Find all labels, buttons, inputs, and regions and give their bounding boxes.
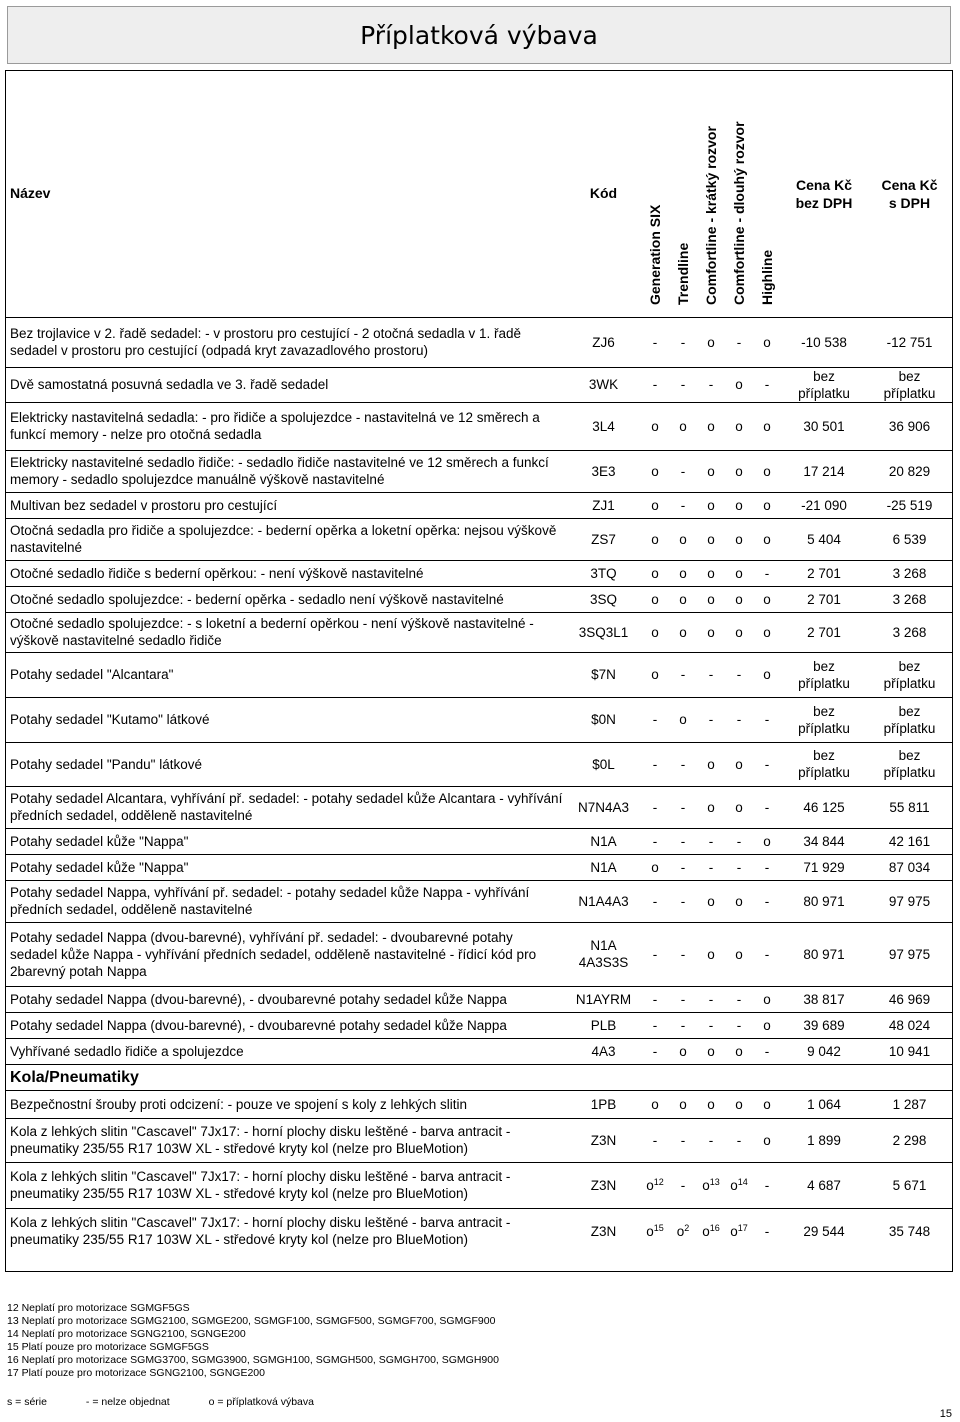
price-net: -21 090 (801, 497, 847, 513)
availability-mark: o (679, 624, 687, 640)
footnote-ref: 13 (709, 1176, 720, 1187)
table-row (6, 828, 952, 854)
option-name: Potahy sedadel Alcantara, vyhřívání př. sedadel: - potahy sedadel kůže Alcantara - vyhřívání předních sedadel, odděleně nastavitelné (10, 791, 563, 823)
availability-mark: - (680, 946, 686, 962)
footnote-ref: 17 (737, 1222, 748, 1233)
option-name: Potahy sedadel "Alcantara" (10, 667, 174, 682)
availability-mark: o (707, 946, 715, 962)
availability-mark: o (763, 334, 771, 350)
availability-mark: - (764, 712, 770, 727)
table-row (6, 697, 952, 742)
availability-mark: o (707, 591, 715, 607)
table-row (6, 402, 952, 450)
availability-mark: - (652, 334, 658, 350)
availability-mark: o (679, 1043, 687, 1059)
option-code: ZS7 (591, 531, 616, 547)
price-net: 80 971 (803, 893, 845, 909)
availability-mark: - (736, 1017, 742, 1033)
option-name: Multivan bez sedadel v prostoru pro cestující (10, 497, 278, 513)
header-price-net: Cena Kč bez DPH (795, 176, 853, 211)
table-row (6, 786, 952, 828)
availability-mark: - (680, 377, 686, 392)
availability-mark: - (652, 893, 658, 909)
footnote: 14 Neplatí pro motorizace SGNG2100, SGNGE200 (7, 1328, 246, 1340)
price-gross: 36 906 (888, 418, 931, 434)
availability-mark: o (651, 463, 659, 479)
availability-mark: - (680, 497, 686, 513)
option-name: Potahy sedadel Nappa (dvou-barevné), - dvoubarevné potahy sedadel kůže Nappa (10, 991, 507, 1007)
price-gross: 97 975 (888, 893, 931, 909)
availability-mark: - (680, 799, 686, 815)
availability-mark: - (680, 463, 686, 479)
availability-mark: o (707, 531, 715, 547)
price-net: 9 042 (807, 1043, 841, 1059)
price-net: 34 844 (803, 833, 845, 849)
availability-mark: - (652, 799, 658, 815)
price-gross: 87 034 (888, 859, 931, 875)
option-code: 1PB (590, 1096, 617, 1112)
legend-standard: s = série (7, 1396, 47, 1408)
option-code: $0L (592, 756, 615, 772)
option-code: N1A 4A3S3S (578, 938, 629, 970)
availability-mark: o (735, 1096, 743, 1112)
price-gross: 20 829 (888, 463, 931, 479)
option-code: 4A3 (591, 1043, 616, 1059)
option-name: Kola z lehkých slitin "Cascavel" 7Jx17: - horní plochy disku leštěné - barva antracit - pneumatiky 235/55 R17 103W XL - středové kryty kol (nelze pro BlueMotion) (10, 1124, 511, 1156)
footnote: 16 Neplatí pro motorizace SGMG3700, SGMG3900, SGMGH100, SGMGH500, SGMGH700, SGMGH900 (7, 1354, 499, 1366)
price-net: bez příplatku (798, 658, 850, 691)
option-code: $7N (591, 667, 616, 682)
price-gross: 46 969 (888, 991, 931, 1007)
header-trim-comfortline-short: Comfortline - krátký rozvor (702, 125, 719, 305)
price-net: 17 214 (803, 463, 845, 479)
footnote-ref: 15 (653, 1222, 664, 1233)
option-name: Kola z lehkých slitin "Cascavel" 7Jx17: - horní plochy disku leštěné - barva antracit - pneumatiky 235/55 R17 103W XL - středové kryty kol (nelze pro BlueMotion) (10, 1215, 511, 1248)
price-gross: bez příplatku (883, 368, 936, 401)
option-code: 3WK (588, 377, 619, 392)
option-name: Otočné sedadlo spolujezdce: - s loketní a bederní opěrkou - není výškově nastavitelné - výškově nastavitelné sedadlo řidiče (10, 616, 534, 648)
availability-mark: o (707, 1043, 715, 1059)
price-gross: 42 161 (888, 833, 931, 849)
footnote-ref: 2 (684, 1222, 690, 1233)
table-row (6, 492, 952, 518)
option-name: Vyhřívané sedadlo řidiče a spolujezdce (10, 1043, 244, 1059)
availability-mark: o (763, 1132, 771, 1148)
table-row (6, 742, 952, 786)
availability-mark: o (651, 667, 659, 682)
availability-mark: o (707, 893, 715, 909)
availability-mark: - (652, 1017, 658, 1033)
availability-mark: o (707, 497, 715, 513)
legend-not-orderable: - = nelze objednat (85, 1396, 170, 1408)
availability-mark: o (707, 463, 715, 479)
availability-mark: o (735, 624, 743, 640)
option-name: Potahy sedadel Nappa, vyhřívání př. sedadel: - potahy sedadel kůže Nappa - vyhřívání předních sedadel, odděleně nastavitelné (10, 885, 530, 917)
price-net: 4 687 (807, 1177, 841, 1193)
availability-mark: - (708, 377, 714, 392)
equipment-table-frame (5, 70, 953, 1272)
price-net: 1 064 (807, 1096, 841, 1112)
availability-mark: - (652, 833, 658, 849)
availability-mark: - (736, 334, 742, 350)
availability-mark: o (702, 1177, 710, 1193)
option-code: N7N4A3 (577, 799, 630, 815)
availability-mark: - (680, 667, 686, 682)
option-code: Z3N (590, 1177, 617, 1193)
availability-mark: o (707, 756, 715, 772)
table-row (6, 1090, 952, 1118)
footnote-ref: 14 (737, 1176, 748, 1187)
price-gross: bez příplatku (883, 703, 936, 736)
availability-mark: - (680, 1177, 686, 1193)
availability-mark: - (680, 833, 686, 849)
availability-mark: - (764, 946, 770, 962)
availability-mark: - (652, 756, 658, 772)
option-name: Kola z lehkých slitin "Cascavel" 7Jx17: - horní plochy disku leštěné - barva antracit - pneumatiky 235/55 R17 103W XL - středové kryty kol (nelze pro BlueMotion) (10, 1169, 511, 1201)
legend-optional: o = příplatková výbava (208, 1396, 314, 1408)
table-row (6, 854, 952, 880)
availability-mark: o (763, 418, 771, 434)
price-gross: 5 671 (892, 1177, 927, 1193)
availability-mark: o (651, 531, 659, 547)
option-name: Potahy sedadel kůže "Nappa" (10, 859, 189, 875)
availability-mark: o (651, 418, 659, 434)
availability-mark: o (730, 1223, 738, 1239)
availability-mark: o (651, 624, 659, 640)
header-code: Kód (589, 185, 618, 202)
availability-mark: - (652, 712, 658, 727)
availability-mark: o (763, 1017, 771, 1033)
price-gross: -12 751 (886, 334, 933, 350)
price-gross: 10 941 (888, 1043, 931, 1059)
availability-mark: - (680, 991, 686, 1007)
table-row (6, 880, 952, 922)
option-code: 3TQ (590, 565, 617, 581)
availability-mark: o (679, 531, 687, 547)
availability-mark: o (707, 334, 715, 350)
price-net: 2 701 (807, 591, 841, 607)
availability-mark: o (735, 463, 743, 479)
table-row (6, 612, 952, 652)
availability-mark: o (763, 497, 771, 513)
availability-mark: - (652, 991, 658, 1007)
availability-mark: - (708, 1017, 714, 1033)
price-gross: 97 975 (888, 946, 931, 962)
option-name: Potahy sedadel Nappa (dvou-barevné), vyhřívání př. sedadel: - dvoubarevné potahy sedadel kůže Nappa - vyhřívání předních sedadel, odděleně nastavitelné - řídicí kód pro 2barevný potah Nappa (10, 929, 537, 979)
availability-mark: o (735, 756, 743, 772)
price-net: 46 125 (803, 799, 845, 815)
table-header-row (6, 71, 952, 317)
availability-mark: - (764, 799, 770, 815)
availability-mark: o (735, 418, 743, 434)
availability-mark: - (708, 991, 714, 1007)
availability-mark: o (651, 859, 659, 875)
availability-mark: o (646, 1223, 654, 1239)
availability-mark: o (763, 591, 771, 607)
footnote-ref: 12 (653, 1176, 664, 1187)
availability-mark: o (735, 1043, 743, 1059)
option-code: 3SQ3L1 (578, 624, 629, 640)
availability-mark: - (680, 859, 686, 875)
availability-mark: o (735, 497, 743, 513)
option-code: N1AYRM (575, 991, 632, 1007)
availability-mark: o (707, 624, 715, 640)
availability-mark: o (676, 1223, 685, 1239)
option-name: Bezpečnostní šrouby proti odcizení: - pouze ve spojení s koly z lehkých slitin (10, 1096, 467, 1112)
availability-mark: o (735, 893, 743, 909)
availability-mark: o (707, 799, 715, 815)
table-row (6, 922, 952, 986)
price-gross: 2 298 (892, 1132, 927, 1148)
option-code: PLB (590, 1017, 617, 1033)
section-row-wheels (6, 1064, 952, 1090)
price-net: bez příplatku (798, 703, 850, 736)
availability-mark: o (735, 565, 743, 581)
availability-mark: o (702, 1223, 710, 1239)
availability-mark: o (730, 1177, 738, 1193)
table-row (6, 1038, 952, 1064)
availability-mark: - (652, 377, 658, 392)
section-title-wheels: Kola/Pneumatiky (10, 1068, 139, 1086)
table-row (6, 1118, 952, 1162)
footnote-ref: 16 (709, 1222, 720, 1233)
availability-mark: o (651, 565, 659, 581)
option-code: N1A (590, 859, 617, 875)
availability-mark: - (764, 565, 770, 581)
option-code: ZJ1 (592, 497, 615, 513)
availability-mark: o (763, 531, 771, 547)
header-trim-comfortline-long: Comfortline - dlouhý rozvor (730, 121, 747, 305)
option-code: $0N (591, 712, 616, 727)
availability-mark: - (764, 377, 770, 392)
option-code: Z3N (590, 1132, 617, 1148)
footnote: 15 Platí pouze pro motorizace SGMGF5GS (7, 1341, 209, 1353)
price-net: 5 404 (807, 531, 841, 547)
option-code: N1A (590, 833, 617, 849)
availability-mark: o (763, 463, 771, 479)
option-code: 3E3 (591, 463, 616, 479)
availability-mark: o (646, 1177, 654, 1193)
table-row (6, 1012, 952, 1038)
header-trim-trendline: Trendline (674, 242, 691, 305)
option-name: Potahy sedadel "Kutamo" látkové (10, 712, 210, 727)
price-gross: 3 268 (892, 565, 927, 581)
availability-mark: o (679, 712, 687, 727)
option-code: N1A4A3 (578, 893, 629, 909)
availability-mark: - (764, 859, 770, 875)
equipment-table (6, 71, 952, 1254)
option-name: Elektricky nastavitelná sedadla: - pro řidiče a spolujezdce - nastavitelná ve 12 směrech a funkcí memory - nelze pro otočná sedadla (10, 410, 540, 442)
table-row (6, 450, 952, 492)
price-gross: 35 748 (888, 1223, 931, 1239)
availability-mark: - (764, 756, 770, 772)
availability-mark: o (735, 946, 743, 962)
availability-mark: o (679, 591, 687, 607)
table-row (6, 986, 952, 1012)
option-code: ZJ6 (592, 334, 615, 350)
availability-mark: - (708, 1132, 714, 1148)
availability-mark: o (651, 497, 659, 513)
option-code: 3SQ (589, 591, 617, 607)
price-net: 2 701 (807, 624, 841, 640)
header-trim-highline: Highline (758, 249, 775, 305)
table-row (6, 367, 952, 402)
page-title-box (7, 6, 951, 64)
availability-mark: - (680, 756, 686, 772)
availability-mark: o (651, 591, 659, 607)
availability-mark: o (707, 565, 715, 581)
availability-mark: - (680, 334, 686, 350)
price-net: 71 929 (803, 859, 845, 875)
price-net: 39 689 (803, 1017, 845, 1033)
availability-mark: - (652, 946, 658, 962)
price-net: 80 971 (803, 946, 845, 962)
availability-mark: - (736, 833, 742, 849)
header-trim-generation-six: Generation SIX (646, 204, 663, 305)
availability-mark: o (679, 565, 687, 581)
availability-mark: - (764, 1223, 770, 1239)
availability-mark: o (735, 377, 743, 392)
price-net: 38 817 (803, 991, 845, 1007)
price-gross: 3 268 (892, 591, 927, 607)
availability-mark: - (708, 859, 714, 875)
header-name: Název (10, 185, 51, 202)
price-net: 1 899 (807, 1132, 841, 1148)
availability-mark: o (679, 1096, 687, 1112)
availability-mark: o (763, 624, 771, 640)
price-gross: 48 024 (888, 1017, 931, 1033)
availability-mark: o (763, 833, 771, 849)
option-name: Elektricky nastavitelné sedadlo řidiče: - sedadlo řidiče nastavitelné ve 12 směrech a funkcí memory - sedadlo spolujezdce manuálně výškově nastavitelné (10, 455, 549, 487)
availability-mark: - (764, 893, 770, 909)
footnote: 12 Neplatí pro motorizace SGMGF5GS (7, 1302, 190, 1314)
availability-mark: o (707, 418, 715, 434)
availability-mark: - (708, 712, 714, 727)
table-row (6, 560, 952, 586)
availability-mark: - (652, 1132, 658, 1148)
footnote: 17 Platí pouze pro motorizace SGNG2100, SGNGE200 (7, 1367, 265, 1379)
table-row (6, 518, 952, 560)
price-gross: 6 539 (892, 531, 927, 547)
price-gross: 3 268 (892, 624, 927, 640)
option-code: Z3N (590, 1223, 617, 1239)
table-row (6, 1208, 952, 1254)
table-row (6, 317, 952, 367)
availability-mark: - (708, 667, 714, 682)
option-name: Otočná sedadla pro řidiče a spolujezdce: - bederní opěrka a loketní opěrka: nejsou výškově nastavitelné (10, 523, 557, 555)
availability-mark: o (707, 1096, 715, 1112)
price-gross: bez příplatku (883, 748, 936, 780)
option-name: Bez trojlavice v 2. řadě sedadel: - v prostoru pro cestující - 2 otočná sedadla v 1. řadě sedadel v prostoru pro cestující (odpadá kryt zavazadlového prostoru) (10, 326, 522, 358)
price-net: 2 701 (807, 565, 841, 581)
availability-mark: - (680, 1132, 686, 1148)
availability-mark: o (735, 799, 743, 815)
availability-mark: o (651, 1096, 659, 1112)
page-number: 15 (939, 1408, 952, 1420)
option-code: 3L4 (592, 418, 615, 434)
availability-mark: - (736, 859, 742, 875)
option-name: Potahy sedadel kůže "Nappa" (10, 833, 189, 849)
price-net: 29 544 (803, 1223, 845, 1239)
page-title: Příplatková výbava (360, 20, 598, 50)
option-name: Otočné sedadlo spolujezdce: - bederní opěrka - sedadlo není výškově nastavitelné (10, 591, 504, 607)
availability-mark: o (679, 418, 687, 434)
availability-mark: o (735, 591, 743, 607)
price-net: bez příplatku (798, 368, 850, 401)
table-row (6, 652, 952, 697)
availability-mark: o (763, 991, 771, 1007)
availability-mark: - (736, 991, 742, 1007)
price-gross: bez příplatku (883, 658, 936, 691)
option-name: Potahy sedadel "Pandu" látkové (10, 756, 202, 772)
option-name: Dvě samostatná posuvná sedadla ve 3. řadě sedadel (10, 377, 329, 392)
availability-mark: - (764, 1043, 770, 1059)
price-gross: -25 519 (886, 497, 933, 513)
table-row (6, 1162, 952, 1208)
availability-mark: o (735, 531, 743, 547)
option-name: Potahy sedadel Nappa (dvou-barevné), - dvoubarevné potahy sedadel kůže Nappa (10, 1017, 507, 1033)
availability-mark: - (680, 893, 686, 909)
availability-mark: - (736, 1132, 742, 1148)
price-gross: 1 287 (892, 1096, 927, 1112)
option-name: Otočné sedadlo řidiče s bederní opěrkou: - není výškově nastavitelné (10, 565, 424, 581)
price-gross: 55 811 (889, 799, 930, 815)
availability-mark: - (652, 1043, 658, 1059)
availability-mark: - (708, 833, 714, 849)
price-net: bez příplatku (798, 748, 850, 780)
table-row (6, 586, 952, 612)
availability-mark: o (763, 667, 771, 682)
availability-mark: - (680, 1017, 686, 1033)
price-net: -10 538 (801, 334, 847, 350)
legend (7, 1396, 350, 1408)
footnote: 13 Neplatí pro motorizace SGMG2100, SGMGE200, SGMGF100, SGMGF500, SGMGF700, SGMGF900 (7, 1315, 496, 1327)
availability-mark: - (764, 1177, 770, 1193)
availability-mark: - (736, 712, 742, 727)
availability-mark: o (763, 1096, 771, 1112)
price-net: 30 501 (803, 418, 845, 434)
availability-mark: - (736, 667, 742, 682)
header-price-gross: Cena Kč s DPH (881, 176, 938, 211)
